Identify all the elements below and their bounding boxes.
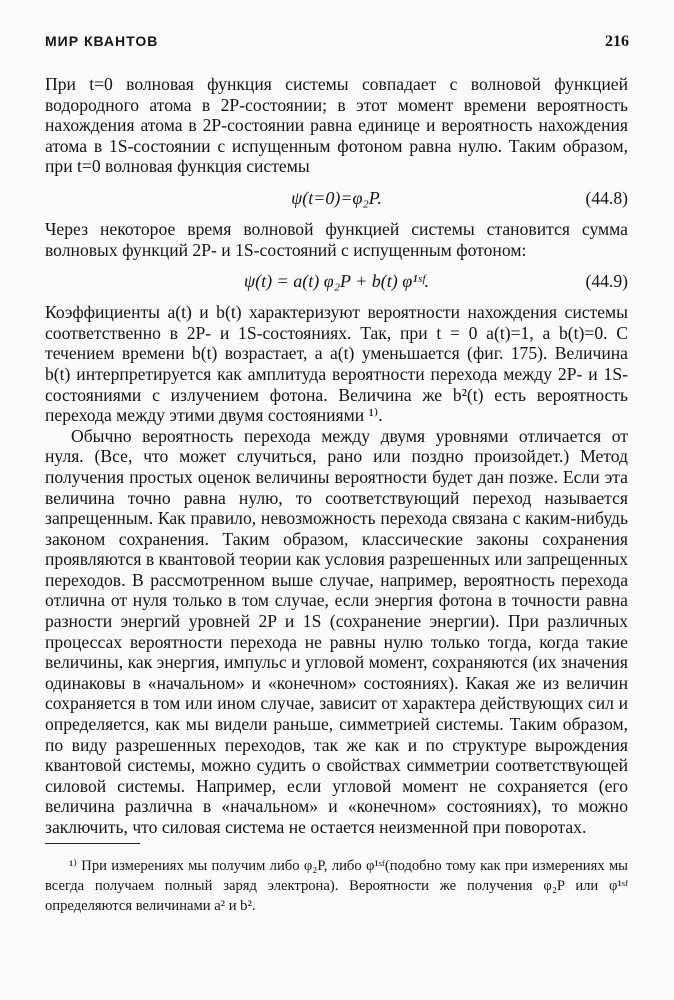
footnote: ¹⁾ При измерениях мы получим либо φ₂P, либо φ¹ˢᶠ(подобно тому как при измерениях мы всегда получаем полный заряд электрона). Вероятности же получения φ₂P или φ¹ˢᶠ определяются величинами a² и b².	[45, 858, 628, 914]
page-header	[45, 33, 629, 51]
main-text	[45, 74, 628, 838]
running-title: МИР КВАНТОВ	[45, 33, 159, 49]
equation-44-8	[45, 177, 628, 219]
page-number: 216	[605, 33, 629, 50]
equation-formula: ψ(t=0)=φ₂P.	[291, 187, 382, 208]
paragraph-1: При t=0 волновая функция системы совпадает с волновой функцией водородного атома в 2P-состоянии; в этот момент времени вероятность нахождения атома в 2P-состоянии равна единице и вероятность нахождения атома в 1S-состоянии с испущенным фотоном равна нулю. Таким образом, при t=0 волновая функция системы	[45, 74, 628, 177]
equation-number: (44.8)	[585, 187, 628, 208]
equation-44-9	[45, 260, 628, 302]
equation-number: (44.9)	[585, 270, 628, 291]
paragraph-2: Через некоторое время волновой функцией системы становится сумма волновых функций 2P- и 1S-состояний с испущенным фотоном:	[45, 218, 628, 260]
paragraph-3: Коэффициенты a(t) и b(t) характеризуют вероятности нахождения системы соответственно в 2P- и 1S-состояниях. Так, при t = 0 a(t)=1, a b(t)=0. С течением времени b(t) возрастает, а a(t) уменьшается (фиг. 175). Величина b(t) интерпретируется как амплитуда вероятности перехода между 2P- и 1S-состояниями с излучением фотона. Величина же b²(t) есть вероятность перехода между этими двумя состояниями ¹⁾.	[45, 302, 628, 426]
paragraph-4: Обычно вероятность перехода между двумя уровнями отличается от нуля. (Все, что может случиться, рано или поздно произойдет.) Метод получения простых оценок величины вероятности будет дан позже. Если эта величина точно равна нулю, то соответствующий переход называется запрещенным. Как правило, невозможность перехода связана с каким-нибудь законом сохранения. Таким образом, классические законы сохранения проявляются в квантовой теории как условия разрешенных или запрещенных переходов. В рассмотренном выше случае, например, вероятность перехода отлична от нуля только в том случае, если энергия фотона в точности равна разности энергий уровней 2P и 1S (сохранение энергии). При различных процессах вероятности перехода не равны нулю только тогда, когда такие величины, как энергия, импульс и угловой момент, сохраняются (их значения одинаковы в «начальном» и «конечном» состояниях). Какая же из величин сохраняется в том или ином случае, зависит от характера действующих сил и определяется, как мы видели раньше, симметрией системы. Таким образом, по виду разрешенных переходов, так же как и по структуре вырождения квантовой системы, можно судить о свойствах симметрии соответствующей силовой системы. Например, если угловой момент не сохраняется (его величина различна в «начальном» и «конечном» состояниях), то можно заключить, что силовая система не остается неизменной при поворотах.	[45, 425, 628, 837]
equation-formula: ψ(t) = a(t) φ₂P + b(t) φ¹ˢᶠ.	[243, 270, 430, 291]
footnote-separator	[45, 843, 140, 844]
